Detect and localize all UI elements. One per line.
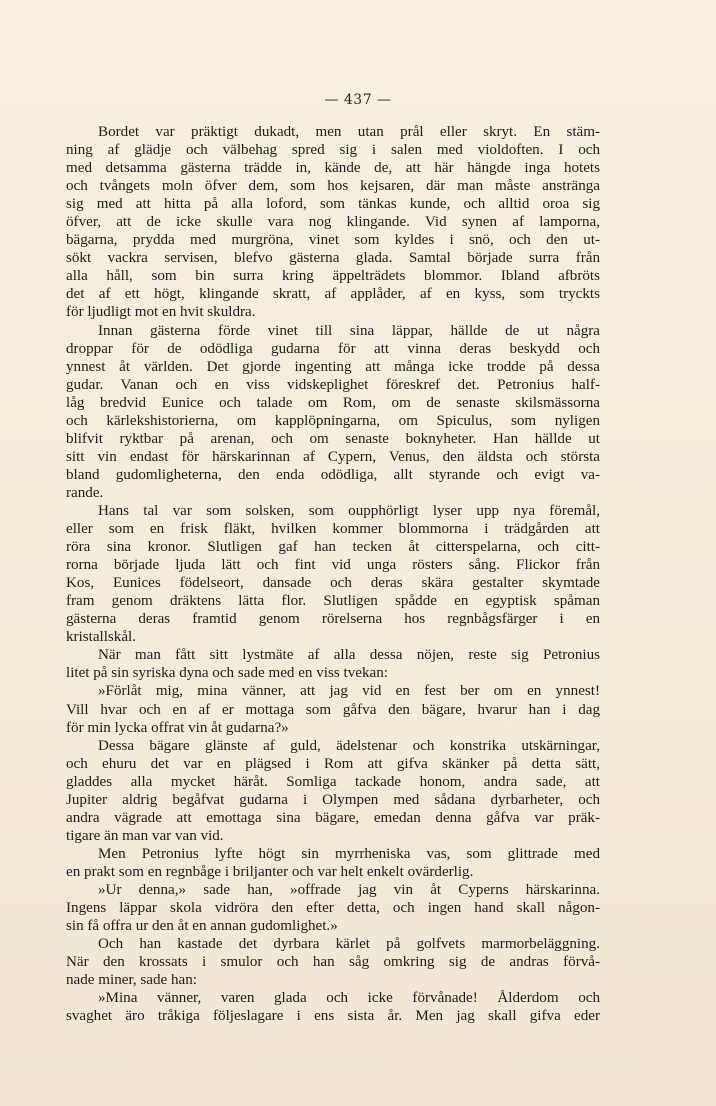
text-line: Kos, Eunices födelseort, dansade och deras skära gestalter skymtade [66,575,600,592]
text-line: bland gudomligheterna, den enda odödliga, allt styrande och evigt va- [66,466,600,483]
text-line: litet på sin syriska dyna och sade med en viss tvekan: [66,665,388,682]
text-line: gudar. Vanan och en viss vidskeplighet föreskref det. Petronius half- [66,376,600,393]
page-number: — 437 — [324,92,392,108]
text-line: gästerna deras framtid genom rörelserna hos regnbågsfärger i en [66,611,600,628]
paragraph [66,123,600,322]
paragraph [66,881,600,935]
text-line: nade miner, sade han: [66,972,197,989]
text-line: tigare än man var van vid. [66,827,224,844]
text-line: rorna började ljuda lätt och fint vid unga rösters sång. Flickor från [66,557,600,574]
text-line: sin få offra ur den åt en annan gudomlighet.» [66,918,338,935]
paragraph [66,502,600,646]
text-line: bägarna, prydda med murgröna, vinet som kyldes i snö, och den ut- [66,232,600,249]
text-line: det af ett högt, klingande skratt, af applåder, af en kyss, som tryckts [66,286,600,303]
text-line: droppar för de odödliga gudarna för att vinna deras beskydd och [66,340,600,357]
text-line: fram genom dräktens lätta flor. Slutligen spådde en egyptisk spåman [66,593,600,610]
text-line: När den krossats i smulor och han såg omkring sig de andras förvå- [66,954,600,971]
text-line: en prakt som en regnbåge i briljanter och var helt enkelt ovärderlig. [66,863,474,880]
paragraph [66,737,600,845]
text-line: och ehuru det var en plägsed i Rom att gifva skänker på detta sätt, [66,755,600,772]
text-line: låg bredvid Eunice och talade om Rom, om de senaste skilsmässorna [66,394,600,411]
paragraph [66,646,600,682]
text-line: svaghet äro tråkiga följeslagare i ens sista år. Men jag skall gifva eder [66,1008,600,1025]
text-line: »Mina vänner, varen glada och icke förvånade! Ålderdom och [98,990,600,1007]
text-line: för min lycka offrat vin åt gudarna?» [66,719,289,736]
text-line: öfver, att de icke skulle vara nog klingande. Vid synen af lamporna, [66,214,600,231]
text-line: Bordet var präktigt dukadt, men utan prål eller skryt. En stäm- [98,124,600,140]
text-line: och kärlekshistorierna, om kapplöpningarna, om Spiculus, som nyligen [66,412,600,429]
text-line: Och han kastade det dyrbara kärlet på golfvets marmorbeläggning. [98,936,600,953]
text-line: Hans tal var som solsken, som oupphörligt lyser upp nya föremål, [98,502,600,519]
text-line: Jupiter aldrig begåfvat gudarna i Olympen med sådana dyrbarheter, och [66,791,600,808]
paragraph [66,935,600,989]
text-line: med detsamma gästerna trädde in, kände de, att här hängde inga hotets [66,160,600,177]
paragraph [66,845,600,881]
text-line: Vill hvar och en af er mottaga som gåfva den bägare, hvarur han i dag [66,701,600,718]
text-line: sökt vackra servisen, blefvo gästerna glada. Samtal började surra från [66,250,600,267]
paragraph [66,322,600,502]
text-line: sig med att hitta på alla loford, som tänkas kunde, och alltid oroa sig [66,196,600,213]
paragraph [66,989,600,1025]
text-line: Ingens läppar skola vidröra den efter detta, och ingen hand skall någon- [66,900,600,917]
text-line: Innan gästerna förde vinet till sina läppar, hällde de ut några [98,322,600,339]
text-line: för ljudligt mot en hvit skuldra. [66,304,256,321]
text-line: Dessa bägare glänste af guld, ädelstenar och konstrika utskärningar, [98,737,600,754]
text-line: blifvit ryktbar på arenan, och om senaste boknyheter. Han hällde ut [66,430,600,447]
text-line: ning af glädje och välbehag spred sig i salen med violdoften. I och [66,142,600,159]
text-line: sitt vin endast för härskarinnan af Cypern, Venus, den äldsta och största [66,448,600,465]
text-line: röra sina kronor. Slutligen gaf han tecken åt citterspelarna, och citt- [66,539,600,556]
paragraph [66,682,600,736]
text-line: ynnest åt världen. Det gjorde ingenting att många icke trodde på dessa [66,358,600,375]
text-line: Men Petronius lyfte högt sin myrrheniska vas, som glittrade med [98,845,600,862]
text-line: kristallskål. [66,629,137,646]
text-line: rande. [66,484,104,501]
text-line: eller som en frisk fläkt, hvilken kommer blommorna i trädgården att [66,521,600,538]
text-line: andra vägrade att emottaga sina bägare, emedan denna gåfva var präk- [66,809,600,826]
text-line: och tvångets moln öfver dem, som hos kejsaren, där man måste anstränga [66,178,600,195]
text-line: När man fått sitt lystmäte af alla dessa nöjen, reste sig Petronius [98,647,600,664]
body-text [66,123,600,1025]
text-line: »Förlåt mig, mina vänner, att jag vid en fest ber om en ynnest! [98,683,600,700]
text-line: alla håll, som bin surra kring äppelträdets blommor. Ibland afbröts [66,268,600,285]
text-line: gladdes alla mycket häråt. Somliga tackade honom, andra sade, att [66,773,600,790]
text-line: »Ur denna,» sade han, »offrade jag vin åt Cyperns härskarinna. [98,881,600,898]
